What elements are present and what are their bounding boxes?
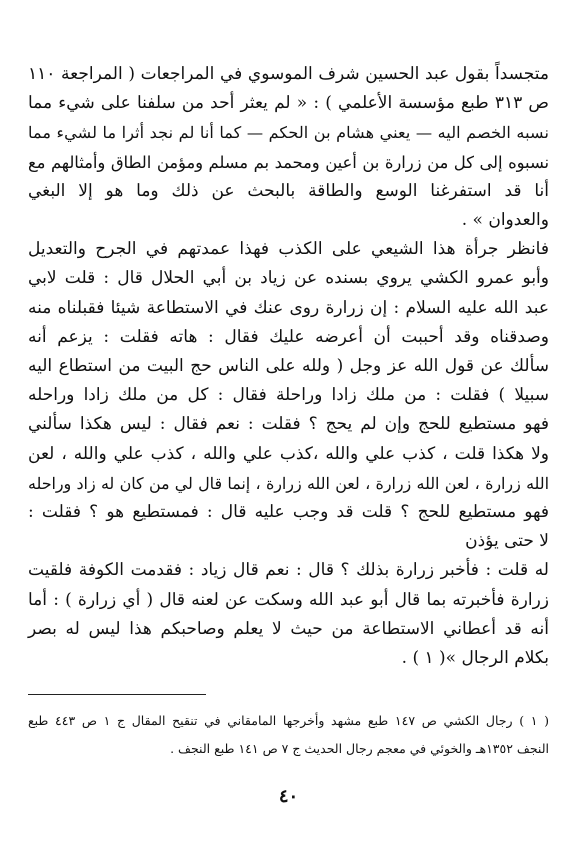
text-line: زرارة فأخبرته بما قال أبو عبد الله وسكت عن لعنه قال ( أي زرارة ) : أما <box>28 589 549 610</box>
text-line: ولا هكذا قلت ، كذب علي والله ،كذب علي والله ، كذب علي والله ، لعن <box>28 443 549 464</box>
text-line: نسبوه إلى كل من زرارة بن أعين ومحمد بم مسلم ومؤمن الطاق وأمثالهم مع <box>28 152 549 172</box>
text-line: ص ٣١٣ طبع مؤسسة الأعلمي ) : « لم يعثر أحد من سلفنا على شيء مما <box>28 93 549 114</box>
text-line: أنه قد أعطاني الاستطاعة من حيث لا يعلم وصاحبكم هذا ليس له بصر <box>28 618 549 639</box>
text-line: وصدقناه وقد أحببت أن أعرضه عليك فقال : هاته فقلت : يزعم أنه <box>28 326 549 347</box>
text-line: فهو مستطيع للحج ؟ قلت قد وجب عليه قال : فمستطيع هو ؟ فقلت : <box>28 502 549 523</box>
footnote <box>28 707 549 763</box>
page-number: ٤٠ <box>278 786 299 807</box>
text-line: له قلت : فأخبر زرارة بذلك ؟ قال : نعم قال زياد : فقدمت الكوفة فلقيت <box>28 560 549 581</box>
text-line: سألك عن قول الله عز وجل ( ولله على الناس حج البيت من استطاع اليه <box>28 356 549 377</box>
footnote-line: ( ١ ) رجال الكشي ص ١٤٧ طبع مشهد وأخرجها المامقاني في تنقيح المقال ج ١ ص ٤٤٣ طبع <box>28 713 549 728</box>
text-line: أنا قد استفرغنا الوسع والطاقة بالبحث عن ذلك وما هو إلا البغي <box>28 180 549 201</box>
footnote-line: النجف ١٣٥٢هـ والخوئي في معجم رجال الحديث ج ٧ ص ١٤١ طبع النجف . <box>170 741 549 756</box>
footnote-divider <box>28 694 206 695</box>
text-line: فهو مستطيع للحج وإن لم يحج ؟ فقلت : نعم فقال : ليس هكذا سألني <box>28 414 549 435</box>
main-text <box>28 60 549 673</box>
text-line: والعدوان » . <box>461 210 549 231</box>
text-line: الله زرارة ، لعن الله زرارة ، لعن الله زرارة ، إنما قال لي من كان له زاد وراحله <box>28 473 549 493</box>
text-line: عبد الله عليه السلام : إن زرارة روى عنك في الاستطاعة شيئا فقبلناه منه <box>28 297 549 318</box>
text-line: لا حتى يؤذن <box>465 531 549 552</box>
text-line: فانظر جرأة هذا الشيعي على الكذب فهذا عمدتهم في الجرح والتعديل <box>28 239 549 260</box>
text-line: نسبه الخصم اليه — يعني هشام بن الحكم — كما أنا لم نجد أثرا ما لشيء مما <box>28 123 549 143</box>
text-line: بكلام الرجال »( ١ ) . <box>401 648 549 669</box>
text-line: وأبو عمرو الكشي يروي بسنده عن زياد بن أبي الحلال قال : قلت لابي <box>28 268 549 289</box>
text-line: متجسداً بقول عبد الحسين شرف الموسوي في المراجعات ( المراجعة ١١٠ <box>28 64 549 84</box>
text-line: سبيلا ) فقلت : من ملك زادا وراحلة فقال : كل من ملك زادا وراحله <box>28 385 549 406</box>
